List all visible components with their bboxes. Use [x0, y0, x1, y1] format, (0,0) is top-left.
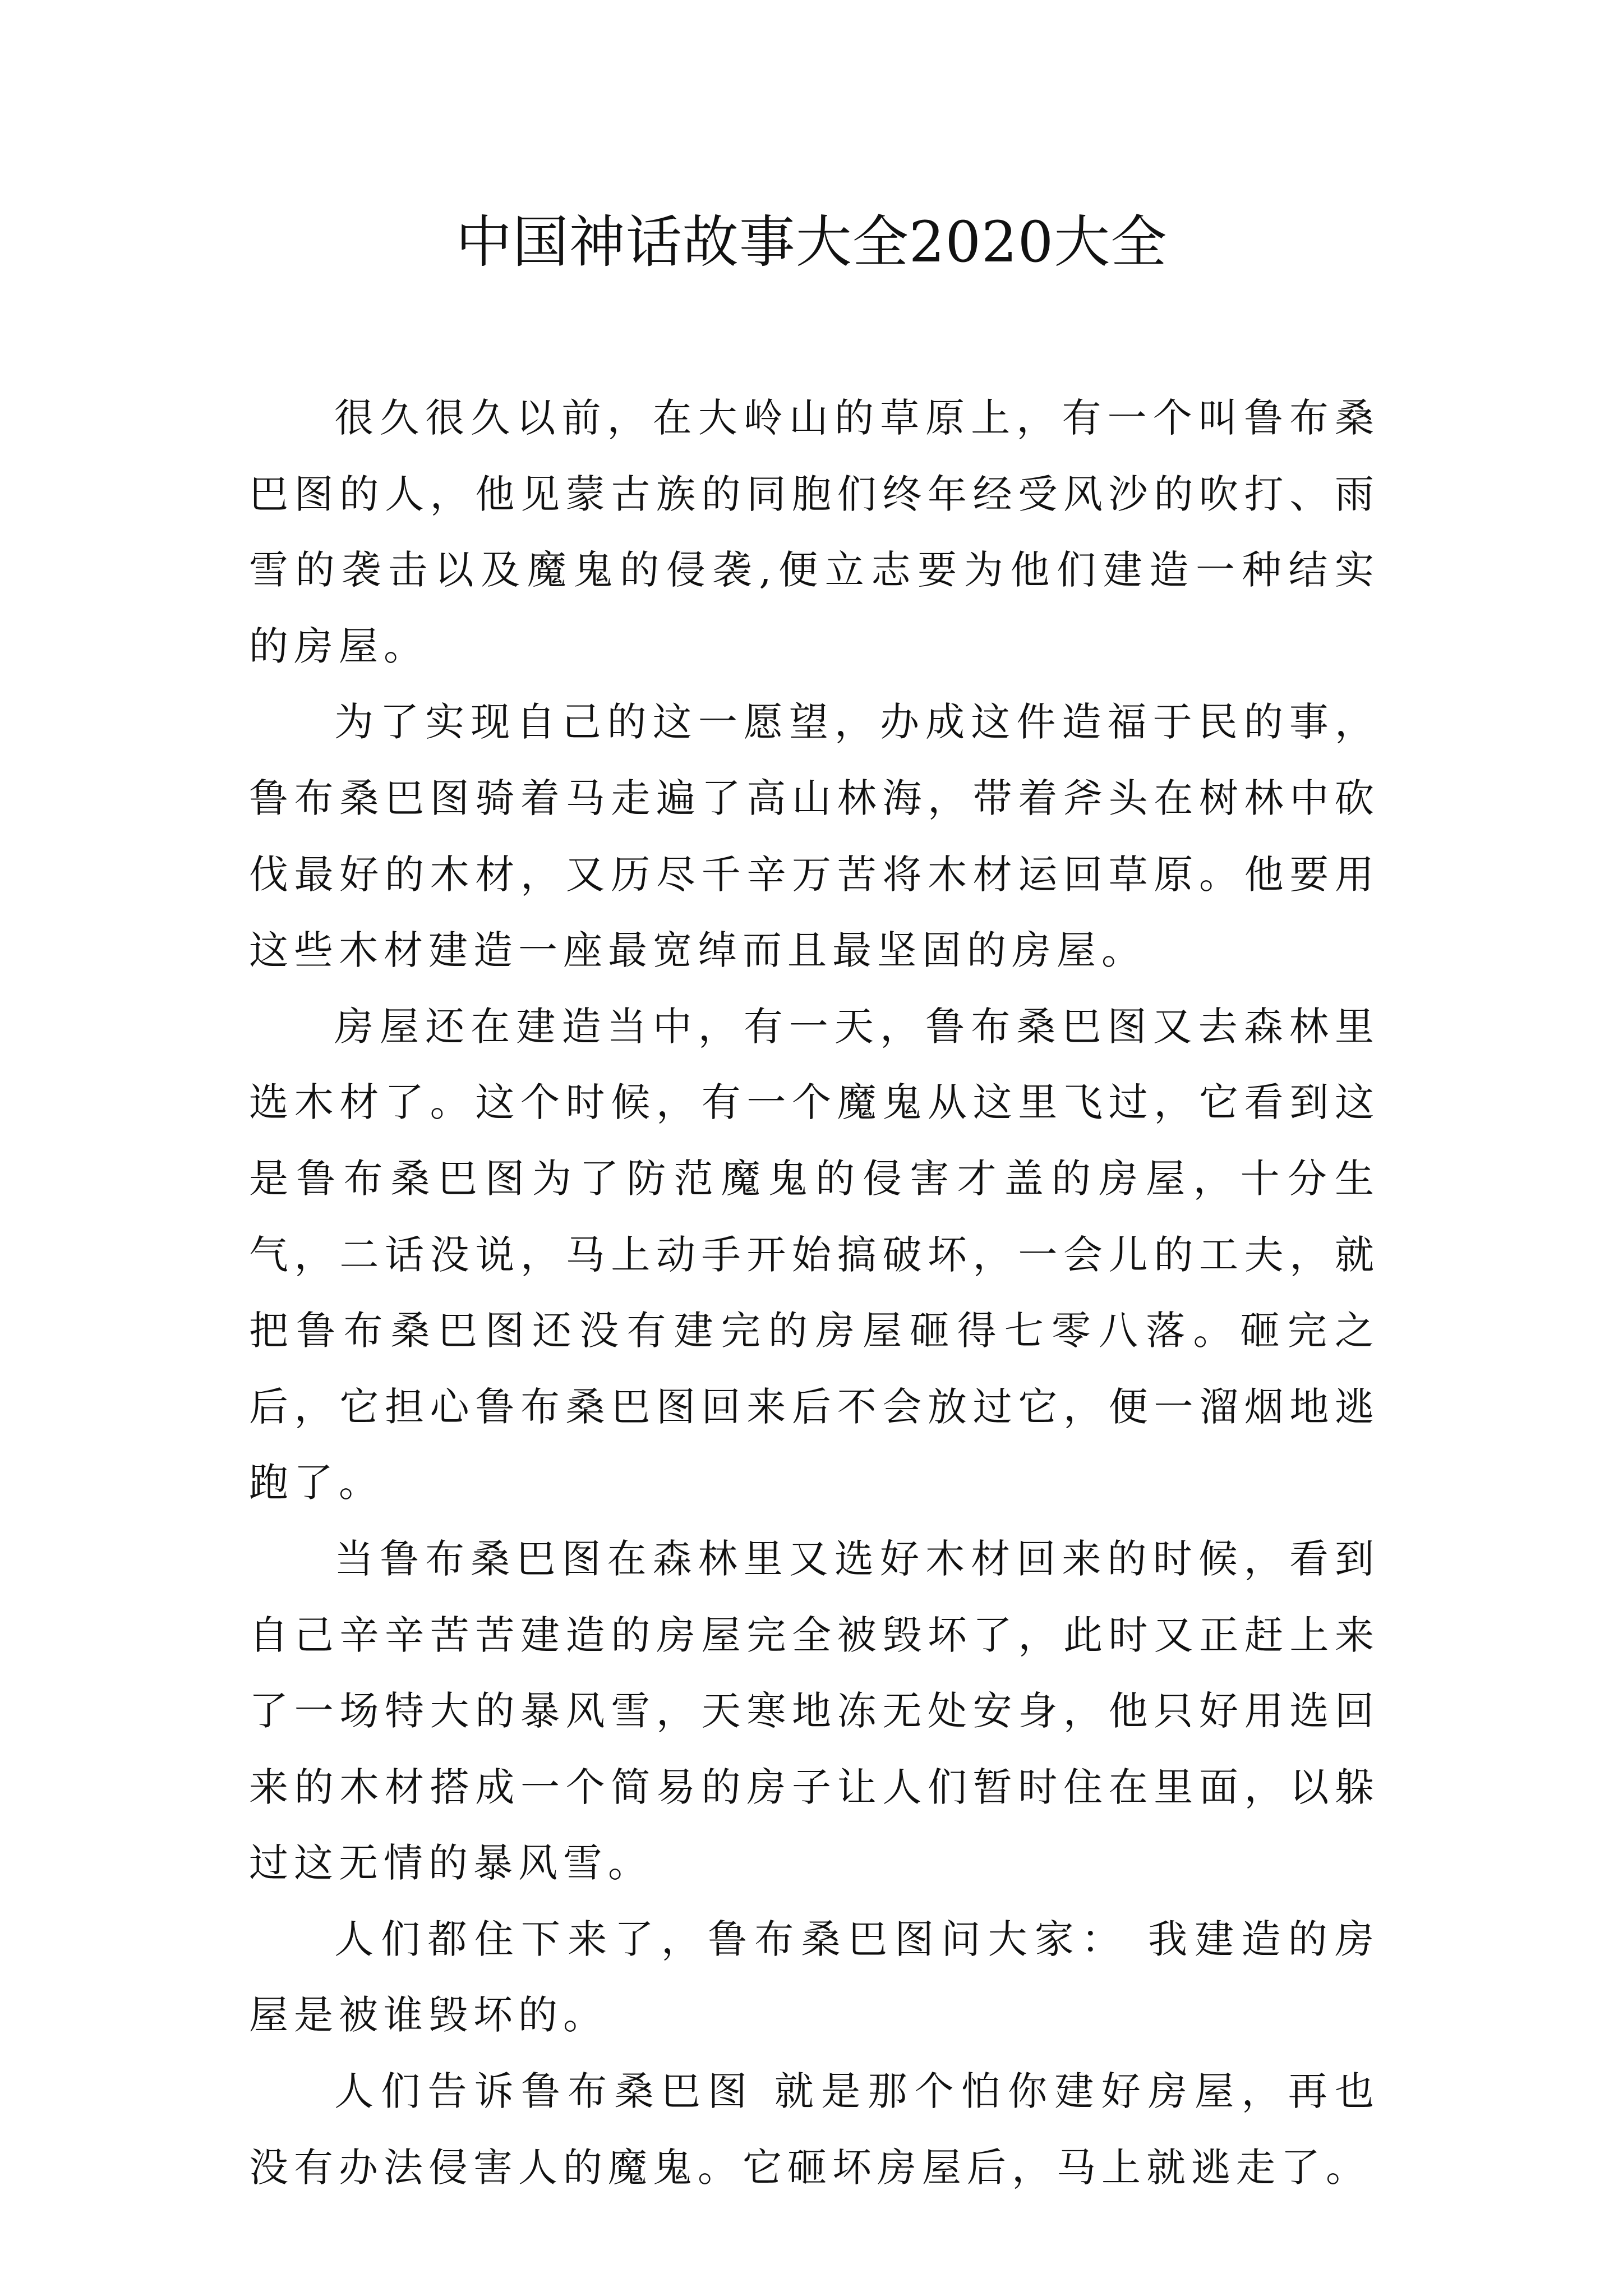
document-body [249, 380, 1380, 2206]
paragraph: 当鲁布桑巴图在森林里又选好木材回来的时候，看到自己辛辛苦苦建造的房屋完全被毁坏了，此时又正赶上来了一场特大的暴风雪，天寒地冻无处安身，他只好用选回来的木材搭成一个简易的房子让人们暂时住在里面，以躲过这无情的暴风雪。 [249, 1535, 1380, 1887]
document-title: 中国神话故事大全2020大全 [455, 209, 1168, 275]
paragraph: 为了实现自己的这一愿望，办成这件造福于民的事，鲁布桑巴图骑着马走遍了高山林海，带着斧头在树林中砍伐最好的木材，又历尽千辛万苦将木材运回草原。他要用这些木材建造一座最宽绰而且最坚固的房屋。 [249, 699, 1380, 974]
paragraph: 很久很久以前，在大岭山的草原上，有一个叫鲁布桑巴图的人，他见蒙古族的同胞们终年经受风沙的吹打、雨雪的袭击以及魔鬼的侵袭,便立志要为他们建造一种结实的房屋。 [249, 395, 1380, 669]
paragraph: 房屋还在建造当中，有一天，鲁布桑巴图又去森林里选木材了。这个时候，有一个魔鬼从这里飞过，它看到这是鲁布桑巴图为了防范魔鬼的侵害才盖的房屋，十分生气，二话没说，马上动手开始搞破坏，一会儿的工夫，就把鲁布桑巴图还没有建完的房屋砸得七零八落。砸完之后，它担心鲁布桑巴图回来后不会放过它，便一溜烟地逃跑了。 [249, 1003, 1380, 1506]
paragraph: 人们告诉鲁布桑巴图 就是那个怕你建好房屋，再也没有办法侵害人的魔鬼。它砸坏房屋后，马上就逃走了。 [249, 2068, 1380, 2191]
paragraph: 人们都住下来了，鲁布桑巴图问大家： 我建造的房屋是被谁毁坏的。 [249, 1916, 1380, 2039]
